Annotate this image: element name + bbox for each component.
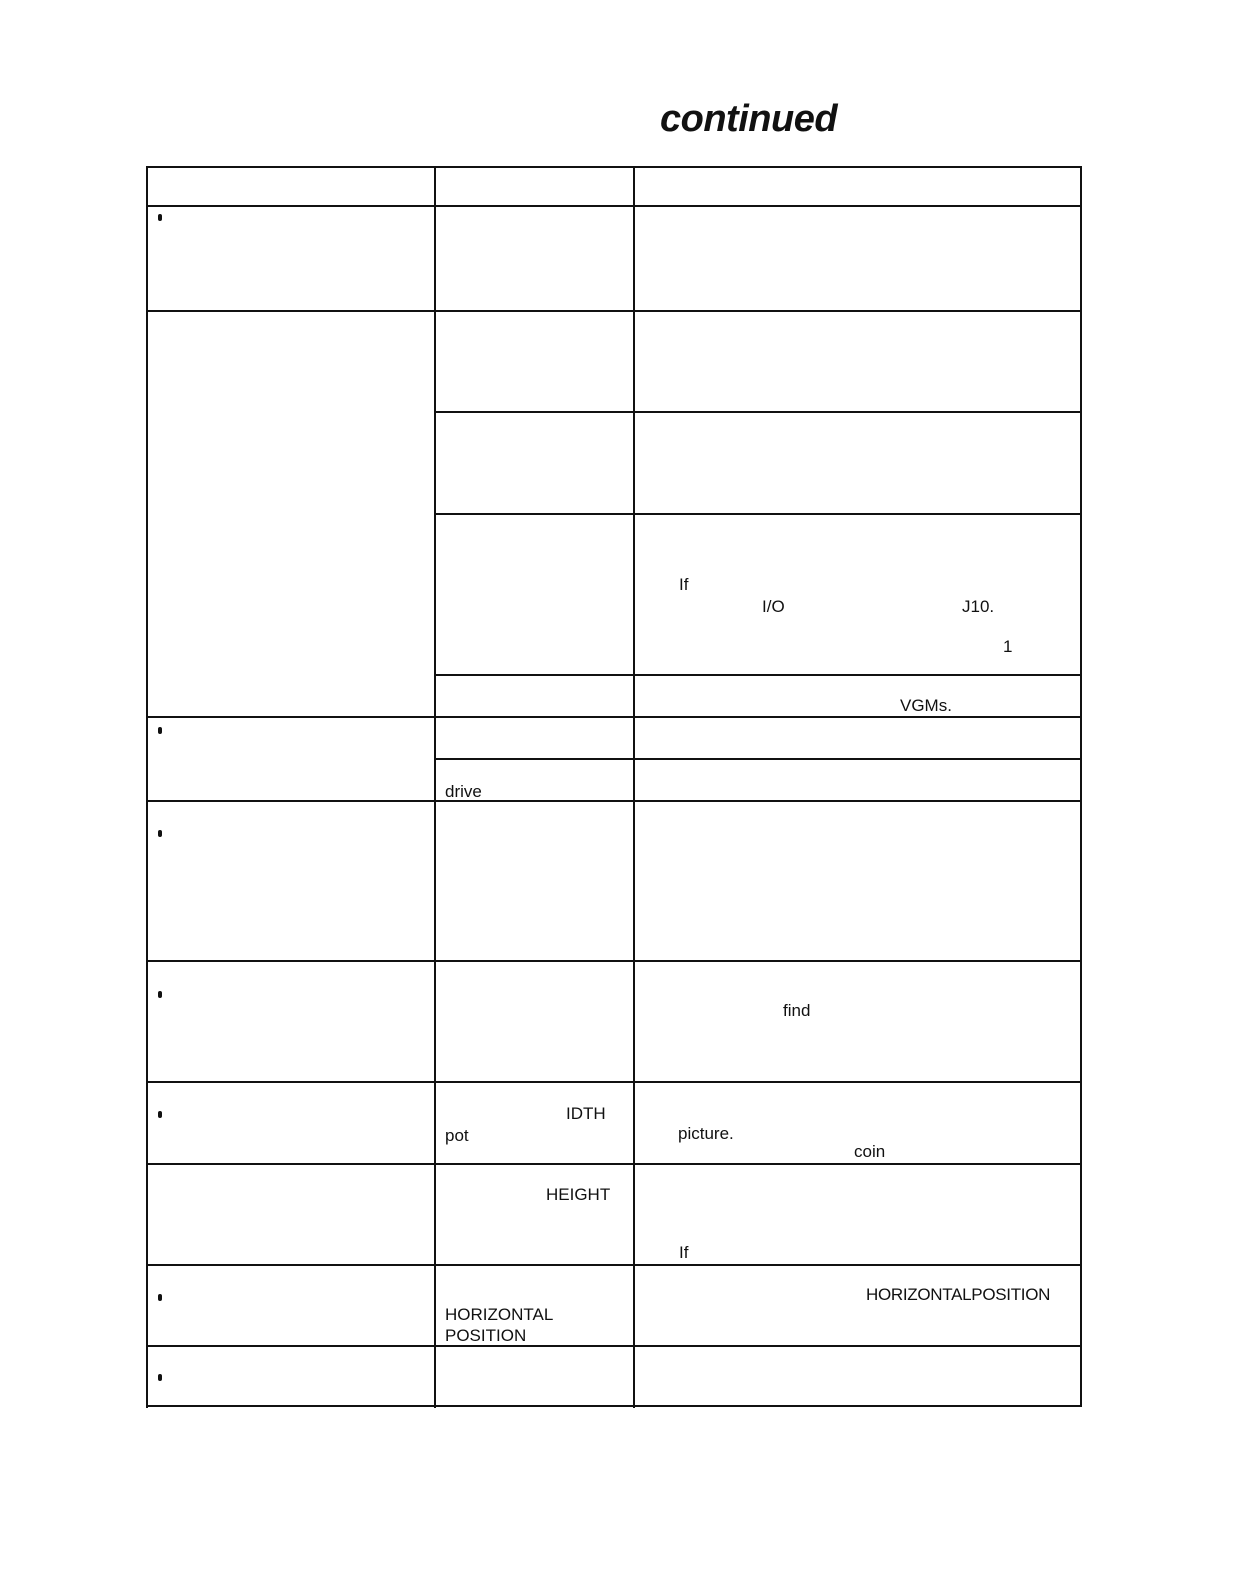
row-bullet [158,991,162,998]
cell-text-picture: picture. [678,1124,734,1143]
row-rule [146,1163,1082,1165]
row-bullet [158,1294,162,1301]
cell-text-position: POSITION [445,1326,527,1345]
cell-text-height: HEIGHT [546,1185,611,1204]
table-border-bottom [146,1405,1082,1407]
sub-row-rule [434,674,1082,676]
cell-text-pot: pot [445,1126,469,1145]
cell-text-coin: coin [854,1142,886,1161]
row-bullet [158,1374,162,1381]
page-title: continued [660,98,838,140]
cell-text-one: 1 [1003,637,1013,656]
sub-row-rule [434,758,1082,760]
table-border-right [1080,168,1082,1406]
cell-text-horizontal-position-right: HORIZONTALPOSITION [866,1285,1051,1304]
cell-text-if: If [679,575,689,594]
sub-row-rule [434,513,1082,515]
row-rule [146,1264,1082,1266]
cell-text-j10: J10. [962,597,995,616]
table-border-left [146,166,148,1408]
row-bullet [158,830,162,837]
header-rule [146,205,1082,207]
cell-text-horizontal: HORIZONTAL [445,1305,554,1324]
cell-text-if-2: If [679,1243,689,1262]
cell-text-idth: IDTH [566,1104,606,1123]
row-rule [146,716,1082,718]
row-bullet [158,727,162,734]
row-bullet [158,214,162,221]
column-divider-1 [434,166,436,1408]
table-border-top [146,166,1082,168]
row-rule [146,960,1082,962]
cell-text-io: I/O [762,597,785,616]
row-rule [146,1081,1082,1083]
row-bullet [158,1111,162,1118]
cell-text-find: find [783,1001,811,1020]
row-rule [146,800,1082,802]
sub-row-rule [434,411,1082,413]
cell-text-drive: drive [445,782,482,801]
row-rule [146,310,1082,312]
row-rule [146,1345,1082,1347]
cell-text-vgms: VGMs. [900,696,952,715]
column-divider-2 [633,166,635,1408]
